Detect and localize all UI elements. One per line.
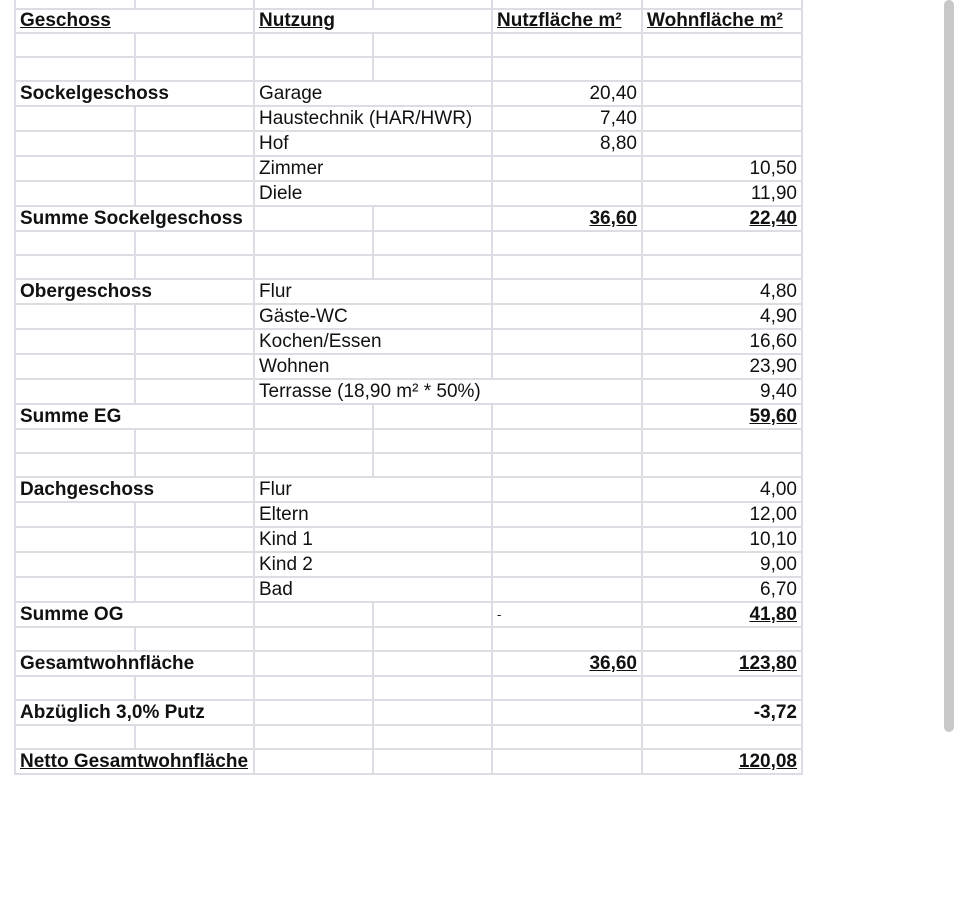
section-label[interactable]: Sockelgeschoss xyxy=(15,81,254,106)
section-label[interactable]: Dachgeschoss xyxy=(15,477,254,502)
table-row xyxy=(15,279,802,304)
sum-row xyxy=(15,602,802,627)
table-row xyxy=(15,231,802,255)
table-row xyxy=(15,131,802,156)
header-nutzung[interactable]: Nutzung xyxy=(254,9,492,33)
table-row xyxy=(15,676,802,700)
total-row xyxy=(15,651,802,676)
nutzung-cell[interactable]: Haustechnik (HAR/HWR) xyxy=(254,106,492,131)
header-geschoss[interactable]: Geschoss xyxy=(15,9,254,33)
sum-wohn[interactable]: 22,40 xyxy=(642,206,802,231)
table-row xyxy=(15,477,802,502)
nutzung-cell[interactable]: Kind 2 xyxy=(254,552,492,577)
nutzung-cell[interactable]: Terrasse (18,90 m² * 50%) xyxy=(254,379,642,404)
table-row xyxy=(15,57,802,81)
sum-nutz[interactable]: 36,60 xyxy=(492,206,642,231)
wohn-cell[interactable]: 10,10 xyxy=(642,527,802,552)
sum-label[interactable]: Summe Sockelgeschoss xyxy=(15,206,254,231)
spreadsheet xyxy=(14,0,801,775)
nutz-cell[interactable] xyxy=(492,156,642,181)
wohn-cell[interactable]: 12,00 xyxy=(642,502,802,527)
table-row xyxy=(15,304,802,329)
gesamt-nutz[interactable]: 36,60 xyxy=(492,651,642,676)
wohn-cell[interactable]: 9,40 xyxy=(642,379,802,404)
nutzung-cell[interactable]: Zimmer xyxy=(254,156,492,181)
deduction-row xyxy=(15,700,802,725)
table-row xyxy=(15,354,802,379)
table-row xyxy=(15,577,802,602)
table-row xyxy=(15,429,802,453)
wohn-cell[interactable]: 23,90 xyxy=(642,354,802,379)
wohn-cell[interactable]: 16,60 xyxy=(642,329,802,354)
nutz-cell[interactable]: 8,80 xyxy=(492,131,642,156)
net-total-row xyxy=(15,749,802,774)
area-table xyxy=(14,0,803,775)
wohn-cell[interactable]: 4,80 xyxy=(642,279,802,304)
sum-label[interactable]: Summe EG xyxy=(15,404,254,429)
nutzung-cell[interactable]: Flur xyxy=(254,279,492,304)
nutzung-cell[interactable]: Eltern xyxy=(254,502,492,527)
nutzung-cell[interactable]: Garage xyxy=(254,81,492,106)
section-label[interactable]: Obergeschoss xyxy=(15,279,254,304)
netto-label[interactable]: Netto Gesamtwohnfläche xyxy=(15,749,254,774)
wohn-cell[interactable]: 9,00 xyxy=(642,552,802,577)
nutzung-cell[interactable]: Kochen/Essen xyxy=(254,329,492,354)
nutzung-cell[interactable]: Hof xyxy=(254,131,492,156)
wohn-cell[interactable]: 4,90 xyxy=(642,304,802,329)
table-row xyxy=(15,329,802,354)
nutzung-cell[interactable]: Gäste-WC xyxy=(254,304,492,329)
wohn-cell[interactable]: 6,70 xyxy=(642,577,802,602)
table-row xyxy=(15,527,802,552)
nutzung-cell[interactable]: Kind 1 xyxy=(254,527,492,552)
wohn-cell[interactable]: 4,00 xyxy=(642,477,802,502)
table-row xyxy=(15,255,802,279)
wohn-cell[interactable] xyxy=(642,106,802,131)
header-row xyxy=(15,9,802,33)
table-row xyxy=(15,81,802,106)
sum-row xyxy=(15,404,802,429)
abzug-label[interactable]: Abzüglich 3,0% Putz xyxy=(15,700,254,725)
table-row xyxy=(15,379,802,404)
nutzung-cell[interactable]: Wohnen xyxy=(254,354,492,379)
wohn-cell[interactable]: 11,90 xyxy=(642,181,802,206)
nutz-cell[interactable]: 7,40 xyxy=(492,106,642,131)
nutz-cell[interactable] xyxy=(492,181,642,206)
wohn-cell[interactable] xyxy=(642,131,802,156)
sum-wohn[interactable]: 59,60 xyxy=(642,404,802,429)
header-nutzflaeche[interactable]: Nutzfläche m² xyxy=(492,9,642,33)
table-row xyxy=(15,106,802,131)
sum-nutz[interactable]: - xyxy=(492,602,642,627)
sum-label[interactable]: Summe OG xyxy=(15,602,254,627)
gesamt-label[interactable]: Gesamtwohnfläche xyxy=(15,651,254,676)
table-row xyxy=(15,33,802,57)
table-row xyxy=(15,453,802,477)
abzug-wohn[interactable]: -3,72 xyxy=(642,700,802,725)
table-row xyxy=(15,502,802,527)
sum-wohn[interactable]: 41,80 xyxy=(642,602,802,627)
table-row xyxy=(15,725,802,749)
sum-row xyxy=(15,206,802,231)
wohn-cell[interactable]: 10,50 xyxy=(642,156,802,181)
nutz-cell[interactable]: 20,40 xyxy=(492,81,642,106)
wohn-cell[interactable] xyxy=(642,81,802,106)
vertical-scrollbar[interactable] xyxy=(944,0,954,732)
table-row xyxy=(15,0,802,9)
table-row xyxy=(15,181,802,206)
gesamt-wohn[interactable]: 123,80 xyxy=(642,651,802,676)
nutzung-cell[interactable]: Bad xyxy=(254,577,492,602)
table-row xyxy=(15,156,802,181)
nutzung-cell[interactable]: Flur xyxy=(254,477,492,502)
table-row xyxy=(15,552,802,577)
header-wohnflaeche[interactable]: Wohnfläche m² xyxy=(642,9,802,33)
netto-wohn[interactable]: 120,08 xyxy=(642,749,802,774)
nutzung-cell[interactable]: Diele xyxy=(254,181,492,206)
table-row xyxy=(15,627,802,651)
